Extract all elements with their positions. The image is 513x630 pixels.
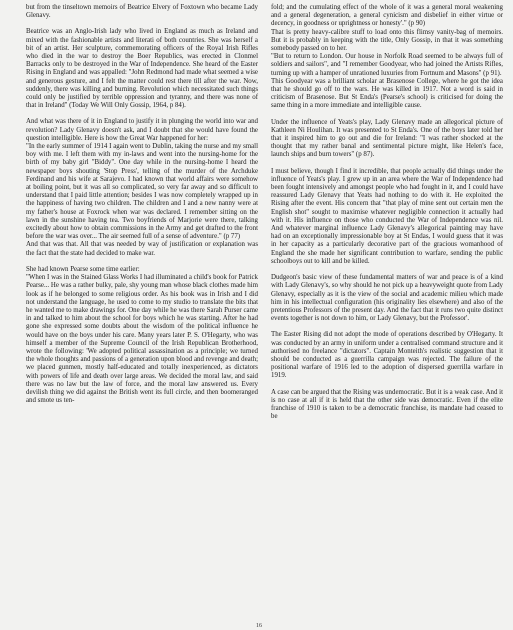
body-paragraph: but from the tinseltown memoirs of Beatrice Elvery of Foxtown who became Lady Glenavy. — [26, 4, 258, 20]
body-paragraph: That is pretty heavy-calibre stuff to load onto this flimsy vanity-bag of memoirs. But it is probably in keeping with the title, Only Gossip, in that it was something somebody passed on to her. — [271, 28, 503, 53]
paragraph-gap — [271, 111, 503, 119]
paragraph-gap — [26, 20, 258, 28]
body-paragraph: She had known Pearse some time earlier: — [26, 265, 140, 273]
block-quote: "When I was in the Stained Glass Works I had illuminated a child's book for Patrick Pearse... He was a rather bulky, pale, shy young man whose black clothes made him look as if he belonged to some religious order. As his book was in Irish and I did not understand the language, he used to come to my studio to translate the bits that he wanted me to make drawings for. One day while he was there Sarah Purser came in and talked to him about the school for boys which he was starting. After he had gone she expressed some doubts about the wisdom of the political influence he would have on the boys under his care. Many years later P. S. O'Hegarty, who was himself a member of the Supreme Council of the Irish Republican Brotherhood, wrote the following: 'We adopted political assassination as a principle; we turned the whole thoughts and passions of a generation upon blood and revenge and death; we placed gunmen, mostly half-educated and totally inexperienced, as dictators with powers of life and death over large areas. We decided the moral law, and said there was no law but the law of force, and the moral law answered us. Every devilish thing we did against the British went its full circle, and then boomeranged and smote us ten- — [26, 274, 258, 405]
block-quote: "In the early summer of 1914 I again went to Dublin, taking the nurse and my small boy with me. I left them with my in-laws and went into the nursing-home for the birth of my baby girl "Biddy". One day while in the nursing-home I heard the newspaper boys shouting 'Stop Press', telling of the murder of the Archduke Ferdinand and his wife at Sarajevo. I had known that world affairs were somehow at boiling point, but it was all so complicated, so very far away and so difficult to understand that I paid little attention; besides I was now completely wrapped up in the happiness of having two children. The children and I and a new nanny were at my father's house at Foxrock when war was declared. I remember sitting on the lawn in the sunshine having tea. Two boyfriends of Marjorie were there, talking excitedly about how to obtain commissions in the Army and get drafted to the front before the war was over... The air seemed full of a sense of adventure." (p 77) — [26, 143, 258, 241]
body-paragraph: The Easter Rising did not adopt the mode of operations described by O'Hegarty. It was conducted by an army in uniform under a centralised command structure and it authorised no freelance "dictators". Captain Monteith's realistic suggestion that it should be conducted as a guerrilla campaign was rejected. The failure of the positional warfare of 1916 led to the adoption of dispersed guerrilla warfare in 1919. — [271, 331, 503, 380]
block-quote: "But to return to London. Our house in Norfolk Road seemed to be always full of soldiers and sailors", and "I remember Goodyear, who had joined the Artists Rifles, turning up with a hamper of unrationed luxuries from Fortnum and Masons" (p 91). — [271, 53, 503, 77]
body-paragraph: And that was that. All that was needed by way of justification or explanation was the fact that the state had decided to make war. — [26, 241, 258, 257]
paragraph-gap — [271, 323, 503, 331]
body-paragraph: This Goodyear was a brilliant scholar at Brasenose College, where he got the idea that he should go off to the wars. He was killed in 1917. Not a word is said in criticism of Brasenose. But St Enda's (Pearse's school) is criticised for doing the same thing in a more immediate and intelligible cause. — [271, 77, 503, 110]
paragraph-gap — [26, 258, 258, 266]
paragraph-gap — [271, 160, 503, 168]
body-paragraph: I must believe, though I find it incredible, that people actually did things under the influence of Yeats's play. I grew up in an area where the War of Independence had been fought intensively and amongst people who had fought in it, and I could have reassured Lady Glenavy that Yeats had nothing to do with it. He exploited the Rising after the event. His concern that "that play of mine sent out certain men the English shot" sought to maximise whatever negligible connection it actually had with it. His influence on those who conducted the War of Independence was nil. And whatever marginal influence Lady Glenavy's allegorical painting may have had on an exceptionally impressionable boy at St Endas, I would guess that it was in her capacity as a particularly decorative part of the gracious womanhood of England the she made her significant contribution to warfare, sending the public schoolboys out to kill and be killed. — [271, 167, 503, 265]
body-paragraph: Under the influence of Yeats's play, Lady Glenavy made an allegorical picture of Kathleen Ni Houlihan. It was presented to St Enda's. One of the boys later told her that it inspired him to go out and die for Ireland: "I was rather shocked at the thought that my rather banal and sentimental picture might, like Helen's face, launch ships and burn towers" (p 87). — [271, 118, 503, 159]
body-paragraph: Dudgeon's basic view of these fundamental matters of war and peace is of a kind with Lady Glenavy's, so why should he not pick up a heavyweight quote from Lady Glenavy, especially as it is the view of the social and academic milieu which made him in his intellectual configuration (his originality lies elsewhere) and also of the pretentious Professors of the present day. And the fact that it runs two quite distinct events together is not down to him, or Lady Glenavy, but the Professor'. — [271, 274, 503, 323]
body-paragraph: A case can be argued that the Rising was undemocratic. But it is a weak case. And it is no case at all if it is held that the other side was democratic. Even if the elite franchise of 1910 is taken to be a democratic franchise, its mandate had ceased to be — [271, 388, 503, 421]
right-column — [271, 4, 503, 630]
paragraph-gap — [271, 266, 503, 274]
body-paragraph: Beatrice was an Anglo-Irish lady who lived in England as much as Ireland and mixed with the fashionable artists and literati of both countries. She was herself a bit of an artist. Her sculpture, commemorating officers of the Royal Irish Rifles who died in the war to destroy the Boer Republics, was erected in Clonmel Barracks only to be destroyed in the War of Independence. She heard of the Easter Rising in England and was appalled: "John Redmond had made what seemed a wise and generous gesture, and I felt the matter could rest there till after the war. Now, suddenly, there was killing and burning. Revolution which necessitated such things could only be justified by terrible oppression and tyranny, and there was none of that in Ireland" (Today We Will Only Gossip, 1964, p 84). — [26, 28, 258, 110]
page-number: 16 — [256, 623, 262, 629]
block-quote: fold; and the cumulating effect of the whole of it was a general moral weakening and a general degeneration, a general cynicism and disbelief in either virtue or decency, in goodness or uprightness or honesty'." (p 90) — [271, 4, 503, 28]
left-column — [26, 4, 258, 630]
body-paragraph: And what was there of it in England to justify it in plunging the world into war and revolution? Lady Glenavy doesn't ask, and I doubt that she would have found the question intelligible. Here is how the Great War happened for her: — [26, 118, 258, 142]
paragraph-gap — [271, 381, 503, 389]
paragraph-gap — [26, 110, 258, 118]
